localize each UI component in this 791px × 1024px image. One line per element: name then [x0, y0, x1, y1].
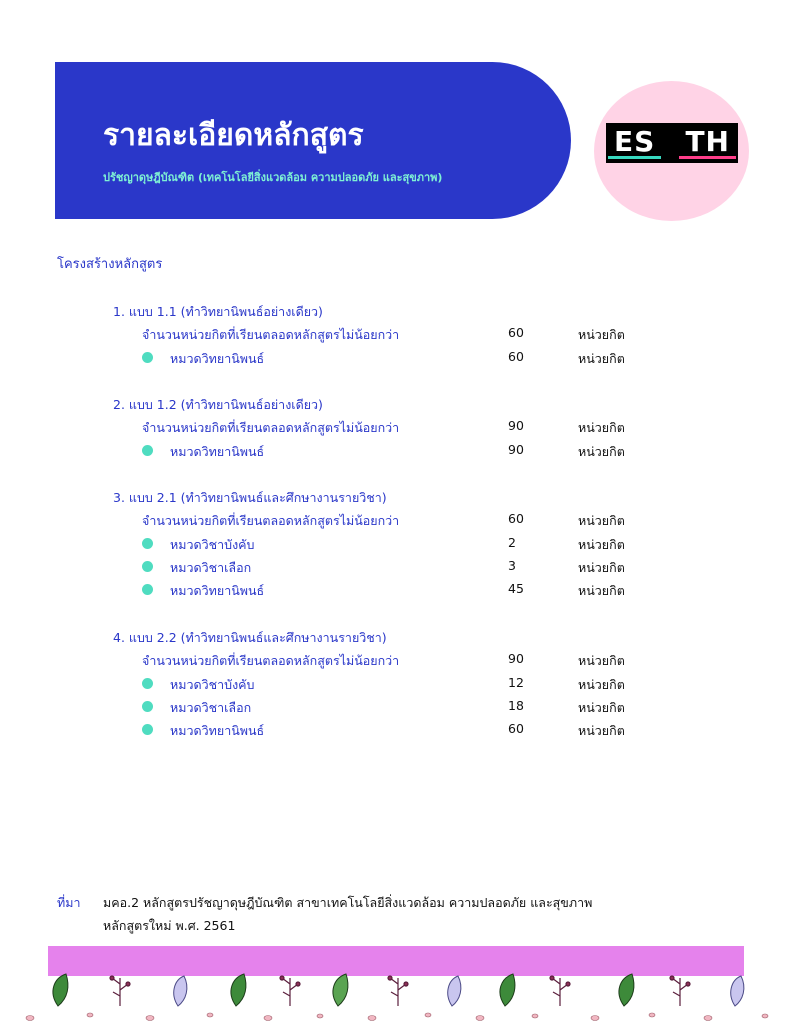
category-label: หมวดวิชาเลือก	[170, 699, 252, 715]
category-row	[0, 698, 791, 718]
plan-total-row	[0, 325, 791, 345]
logo-text-th: TH	[679, 128, 736, 159]
bullet-icon	[142, 724, 153, 735]
category-credits: 60	[508, 348, 524, 364]
bullet-icon	[142, 538, 153, 549]
category-label: หมวดวิทยานิพนธ์	[170, 723, 265, 739]
source-label: ที่มา	[57, 895, 81, 910]
header-banner	[55, 62, 571, 219]
total-label: จำนวนหน่วยกิตที่เรียนตลอดหลักสูตรไม่น้อยกว่า	[142, 513, 400, 529]
plan-heading: 4. แบบ 2.2 (ทำวิทยานิพนธ์และศึกษางานรายวิชา)	[113, 630, 387, 645]
source-line-2: หลักสูตรใหม่ พ.ศ. 2561	[103, 918, 236, 933]
category-label: หมวดวิทยานิพนธ์	[170, 350, 265, 366]
category-credits: 3	[508, 557, 516, 573]
logo-badge	[594, 81, 749, 221]
bullet-icon	[142, 584, 153, 595]
category-label: หมวดวิทยานิพนธ์	[170, 583, 265, 599]
page-subtitle: ปรัชญาดุษฎีบัณฑิต (เทคโนโลยีสิ่งแวดล้อม ความปลอดภัย และสุขภาพ)	[103, 171, 443, 184]
logo-text-es: ES	[608, 128, 661, 159]
category-credits: 12	[508, 674, 524, 690]
leaf-decoration	[0, 960, 791, 1024]
plan-total-row	[0, 418, 791, 438]
credit-unit: หน่วยกิต	[578, 699, 625, 715]
total-credits: 90	[508, 418, 524, 434]
bullet-icon	[142, 561, 153, 572]
source-line-1: มคอ.2 หลักสูตรปรัชญาดุษฎีบัณฑิต สาขาเทคโนโลยีสิ่งแวดล้อม ความปลอดภัย และสุขภาพ	[103, 895, 593, 910]
credit-unit: หน่วยกิต	[578, 559, 625, 575]
leaf-pattern	[26, 974, 768, 1021]
total-credits: 60	[508, 511, 524, 527]
category-row	[0, 349, 791, 369]
category-row	[0, 442, 791, 462]
credit-unit: หน่วยกิต	[578, 420, 625, 436]
total-credits: 90	[508, 651, 524, 667]
bullet-icon	[142, 352, 153, 363]
category-label: หมวดวิชาบังคับ	[170, 676, 255, 692]
credit-unit: หน่วยกิต	[578, 536, 625, 552]
category-credits: 90	[508, 441, 524, 457]
category-row	[0, 721, 791, 741]
plan-heading: 2. แบบ 1.2 (ทำวิทยานิพนธ์อย่างเดียว)	[113, 397, 323, 412]
credit-unit: หน่วยกิต	[578, 350, 625, 366]
category-row	[0, 535, 791, 555]
bullet-icon	[142, 445, 153, 456]
credit-unit: หน่วยกิต	[578, 583, 625, 599]
credit-unit: หน่วยกิต	[578, 723, 625, 739]
category-row	[0, 675, 791, 695]
credit-unit: หน่วยกิต	[578, 513, 625, 529]
plan-total-row	[0, 511, 791, 531]
category-label: หมวดวิชาเลือก	[170, 559, 252, 575]
bullet-icon	[142, 678, 153, 689]
category-row	[0, 581, 791, 601]
credit-unit: หน่วยกิต	[578, 676, 625, 692]
credit-unit: หน่วยกิต	[578, 443, 625, 459]
section-title: โครงสร้างหลักสูตร	[57, 257, 163, 272]
bullet-icon	[142, 701, 153, 712]
category-credits: 45	[508, 581, 524, 597]
esth-logo	[606, 123, 738, 163]
plan-heading: 3. แบบ 2.1 (ทำวิทยานิพนธ์และศึกษางานรายวิชา)	[113, 490, 387, 505]
total-label: จำนวนหน่วยกิตที่เรียนตลอดหลักสูตรไม่น้อยกว่า	[142, 327, 400, 343]
category-label: หมวดวิทยานิพนธ์	[170, 443, 265, 459]
page-title: รายละเอียดหลักสูตร	[103, 118, 364, 153]
category-credits: 60	[508, 721, 524, 737]
credit-unit: หน่วยกิต	[578, 653, 625, 669]
plan-total-row	[0, 651, 791, 671]
category-credits: 2	[508, 534, 516, 550]
total-credits: 60	[508, 325, 524, 341]
category-row	[0, 558, 791, 578]
plan-heading: 1. แบบ 1.1 (ทำวิทยานิพนธ์อย่างเดียว)	[113, 304, 323, 319]
credit-unit: หน่วยกิต	[578, 327, 625, 343]
total-label: จำนวนหน่วยกิตที่เรียนตลอดหลักสูตรไม่น้อยกว่า	[142, 653, 400, 669]
category-label: หมวดวิชาบังคับ	[170, 536, 255, 552]
total-label: จำนวนหน่วยกิตที่เรียนตลอดหลักสูตรไม่น้อยกว่า	[142, 420, 400, 436]
category-credits: 18	[508, 697, 524, 713]
